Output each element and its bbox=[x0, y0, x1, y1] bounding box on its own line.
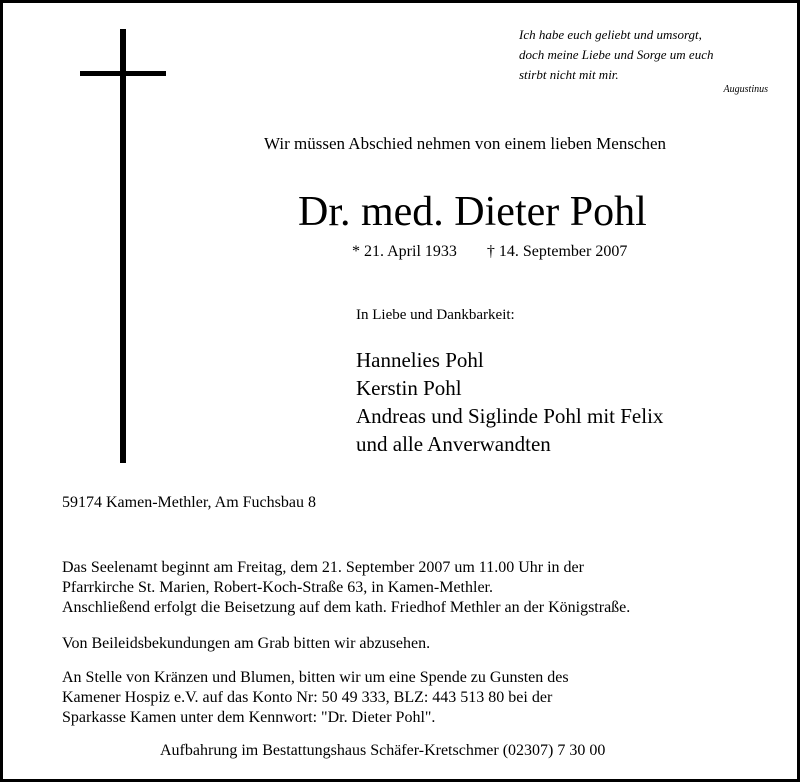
quote-author: Augustinus bbox=[723, 84, 768, 95]
mourners-list bbox=[356, 346, 663, 458]
cross-icon-bar bbox=[80, 71, 166, 76]
paragraph-line: Pfarrkirche St. Marien, Robert-Koch-Straße 63, in Kamen-Methler. bbox=[62, 579, 493, 596]
mourner-name: und alle Anverwandten bbox=[356, 432, 551, 456]
service-paragraph bbox=[62, 558, 630, 618]
paragraph-line: An Stelle von Kränzen und Blumen, bitten wir um eine Spende zu Gunsten des bbox=[62, 669, 569, 686]
quote-line: stirbt nicht mit mir. bbox=[519, 67, 619, 82]
life-dates bbox=[352, 243, 627, 261]
mourners-heading: In Liebe und Dankbarkeit: bbox=[356, 307, 515, 323]
paragraph-line: Von Beileidsbekundungen am Grab bitten wir abzusehen. bbox=[62, 635, 431, 652]
paragraph-line: Anschließend erfolgt die Beisetzung auf dem kath. Friedhof Methler an der Königstraße. bbox=[62, 599, 631, 616]
cross-icon bbox=[120, 29, 126, 463]
condolences-paragraph bbox=[62, 634, 430, 654]
mourner-name: Hannelies Pohl bbox=[356, 348, 484, 372]
family-address: 59174 Kamen-Methler, Am Fuchsbau 8 bbox=[62, 494, 316, 511]
intro-text: Wir müssen Abschied nehmen von einem lieben Menschen bbox=[264, 134, 667, 153]
mourner-name: Andreas und Siglinde Pohl mit Felix bbox=[356, 404, 664, 428]
paragraph-line: Kamener Hospiz e.V. auf das Konto Nr: 50 49 333, BLZ: 443 513 80 bei der bbox=[62, 689, 553, 706]
epigraph-quote bbox=[519, 25, 774, 85]
quote-line: doch meine Liebe und Sorge um euch bbox=[519, 47, 714, 62]
funeral-home-info: Aufbahrung im Bestattungshaus Schäfer-Kretschmer (02307) 7 30 00 bbox=[160, 742, 606, 759]
birth-date: * 21. April 1933 bbox=[352, 243, 457, 260]
paragraph-line: Sparkasse Kamen unter dem Kennwort: "Dr. Dieter Pohl". bbox=[62, 709, 436, 726]
mourner-name: Kerstin Pohl bbox=[356, 376, 462, 400]
quote-line: Ich habe euch geliebt und umsorgt, bbox=[519, 27, 702, 42]
paragraph-line: Das Seelenamt beginnt am Freitag, dem 21. September 2007 um 11.00 Uhr in der bbox=[62, 559, 584, 576]
death-date: † 14. September 2007 bbox=[486, 243, 628, 260]
deceased-name: Dr. med. Dieter Pohl bbox=[298, 189, 647, 235]
donation-paragraph bbox=[62, 668, 569, 728]
